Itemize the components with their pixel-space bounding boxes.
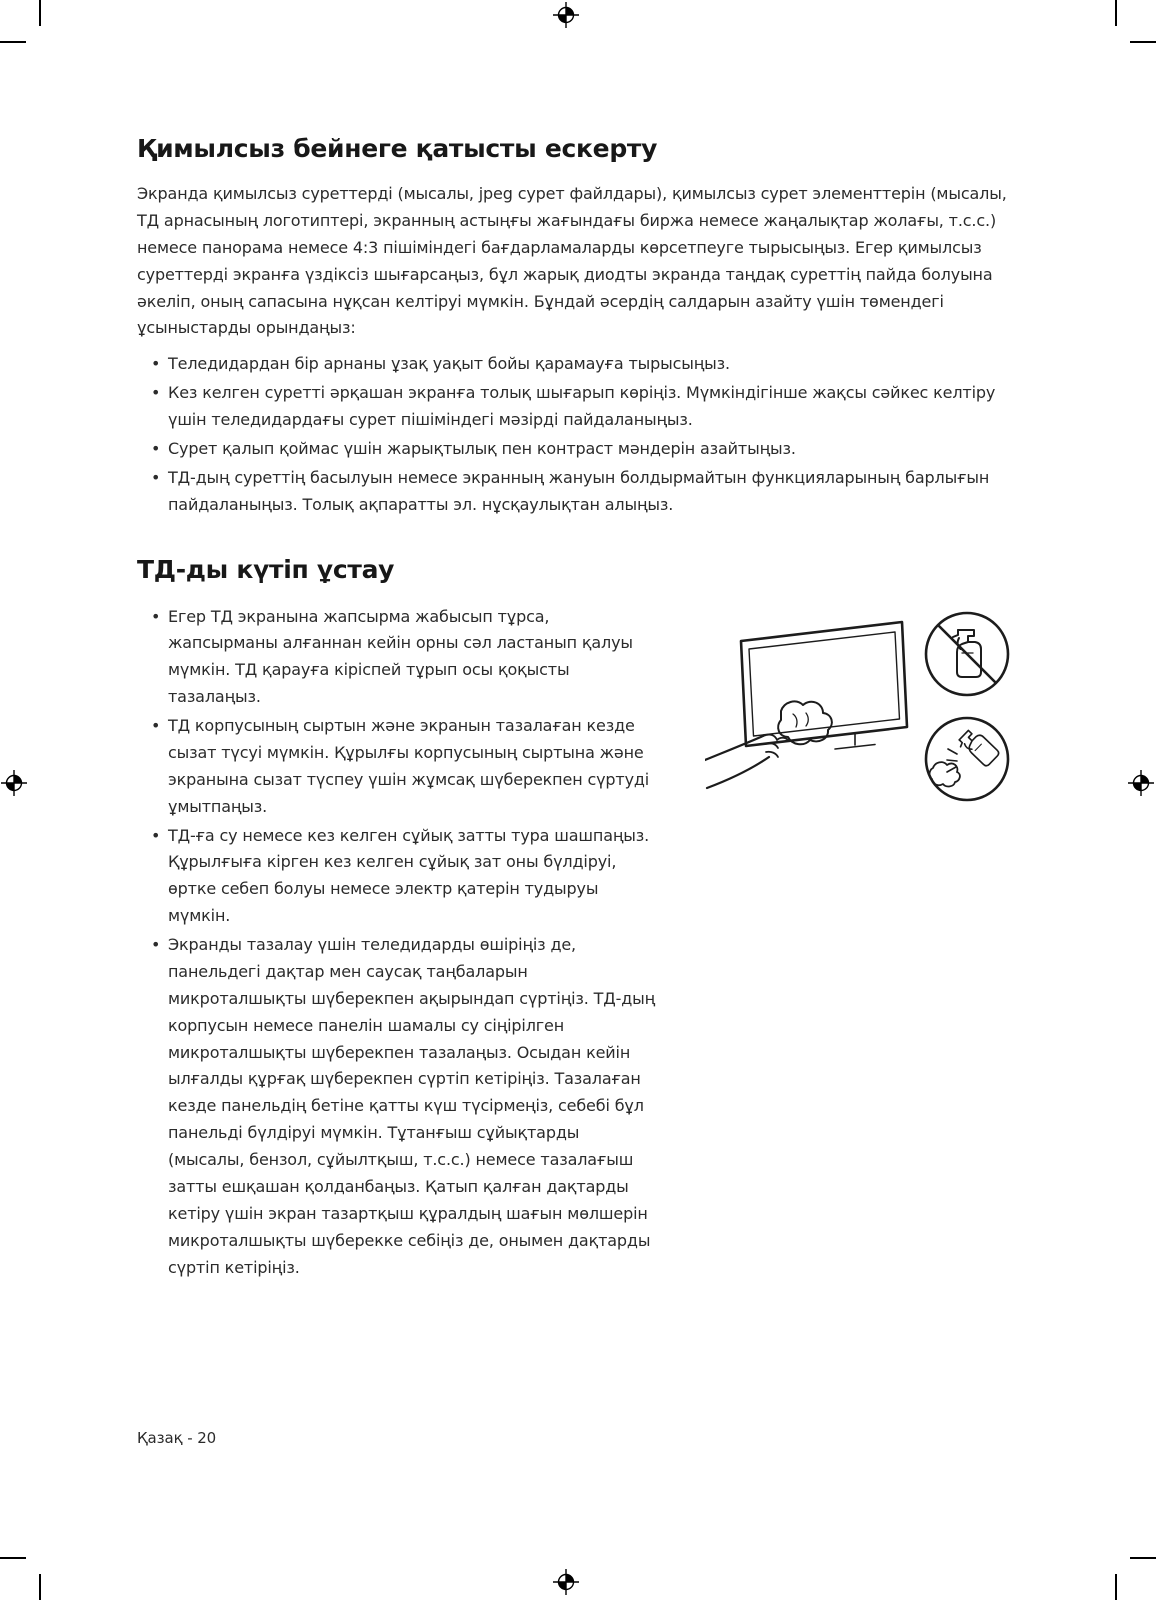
cleaning-illustration	[705, 608, 1021, 812]
crop-mark	[1130, 41, 1156, 43]
crop-mark	[1130, 1557, 1156, 1559]
list-item: • Теледидардан бір арнаны ұзақ уақыт бойы қарамауға тырысыңыз.	[150, 351, 1021, 378]
crop-mark	[0, 41, 26, 43]
registration-mark-icon	[1128, 770, 1154, 796]
care-content-row	[137, 602, 1021, 1284]
no-spray-icon	[926, 613, 1008, 695]
crop-mark	[39, 0, 41, 26]
list-item: • ТД-дың суреттің басылуын немесе экранның жануын болдырмайтын функцияларының барлығын пайдаланыңыз. Толық ақпаратты эл. нұсқаулықтан алыңыз.	[150, 465, 1021, 519]
intro-paragraph: Экранда қимылсыз суреттерді (мысалы, jpeg сурет файлдары), қимылсыз сурет элементтерін (мысалы, ТД арнасының логотиптері, экранның астыңғы жағындағы биржа немесе жаңалықтар жолағы, т.с.с.) немесе панорама немесе 4:3 пішіміндегі бағдарламаларды көрсетпеуге тырысыңыз. Егер қимылсыз суреттерді экранға үздіксіз шығарсаңыз, бұл жарық диодты экранда таңдақ суреттің пайда болуына әкеліп, оның сапасына нұқсан келтіруі мүмкін. Бұндай әсердің салдарын азайту үшін төмендегі ұсыныстарды орындаңыз:	[137, 184, 1007, 338]
registration-mark-icon	[1, 770, 27, 796]
section-title: Қимылсыз бейнеге қатысты ескерту	[137, 134, 658, 163]
tv-care-bullet-list	[150, 604, 660, 1284]
registration-mark-icon	[553, 2, 579, 28]
list-item: • Сурет қалып қоймас үшін жарықтылық пен контраст мәндерін азайтыңыз.	[150, 436, 1021, 463]
still-image-bullet-list	[150, 351, 1021, 518]
section-title: ТД-ды күтіп ұстау	[137, 554, 395, 584]
list-item: • ТД-ға су немесе кез келген сұйық затты тура шашпаңыз. Құрылғыға кірген кез келген сұйық зат оны бүлдіруі, өртке себеп болуы немесе электр қатерін тудыруы мүмкін.	[150, 823, 660, 931]
crop-mark	[0, 1557, 26, 1559]
list-item: • Егер ТД экранына жапсырма жабысып тұрса, жапсырманы алғаннан кейін орны сәл ластанып қалуы мүмкін. ТД қарауға кіріспей тұрып осы қоқысты тазалаңыз.	[150, 604, 660, 712]
list-item: • Экранды тазалау үшін теледидарды өшіріңіз де, панельдегі дақтар мен саусақ таңбаларын микроталшықты шүберекпен ақырындап сүртіңіз. ТД-дың корпусын немесе панелін шамалы су сіңірілген микроталшықты шүберекпен тазалаңыз. Осыдан кейін ылғалды құрғақ шүберекпен сүртіп кетіріңіз. Тазалаған кезде панельдің бетіне қатты күш түсірмеңіз, себебі бұл панельді бүлдіруі мүмкін. Тұтанғыш сұйықтарды (мысалы, бензол, сұйылтқыш, т.с.с.) немесе тазалағыш затты ешқашан қолданбаңыз. Қатып қалған дақтарды кетіру үшін экран тазартқыш құралдың шағын мөлшерін микроталшықты шүберекке себіңіз де, онымен дақтарды сүртіп кетіріңіз.	[150, 932, 660, 1281]
section-tv-care	[137, 555, 1021, 1284]
registration-mark-icon	[553, 1569, 579, 1595]
crop-mark	[1115, 0, 1117, 26]
list-item: • Кез келген суретті әрқашан экранға толық шығарып көріңіз. Мүмкіндігінше жақсы сәйкес келтіру үшін теледидардағы сурет пішіміндегі мәзірді пайдаланыңыз.	[150, 380, 1021, 434]
list-item: • ТД корпусының сыртын және экранын тазалаған кезде сызат түсуі мүмкін. Құрылғы корпусының сыртына және экранына сызат түспеу үшін жұмсақ шүберекпен сүртуді ұмытпаңыз.	[150, 713, 660, 821]
hand-cloth-icon	[705, 701, 832, 788]
page-footer: Қазақ - 20	[137, 1429, 217, 1447]
spray-on-cloth-icon	[926, 718, 1008, 800]
page-content	[137, 134, 1021, 1283]
section-still-image-warning	[137, 134, 1021, 519]
crop-mark	[1115, 1574, 1117, 1600]
crop-mark	[39, 1574, 41, 1600]
tv-icon	[741, 622, 907, 749]
